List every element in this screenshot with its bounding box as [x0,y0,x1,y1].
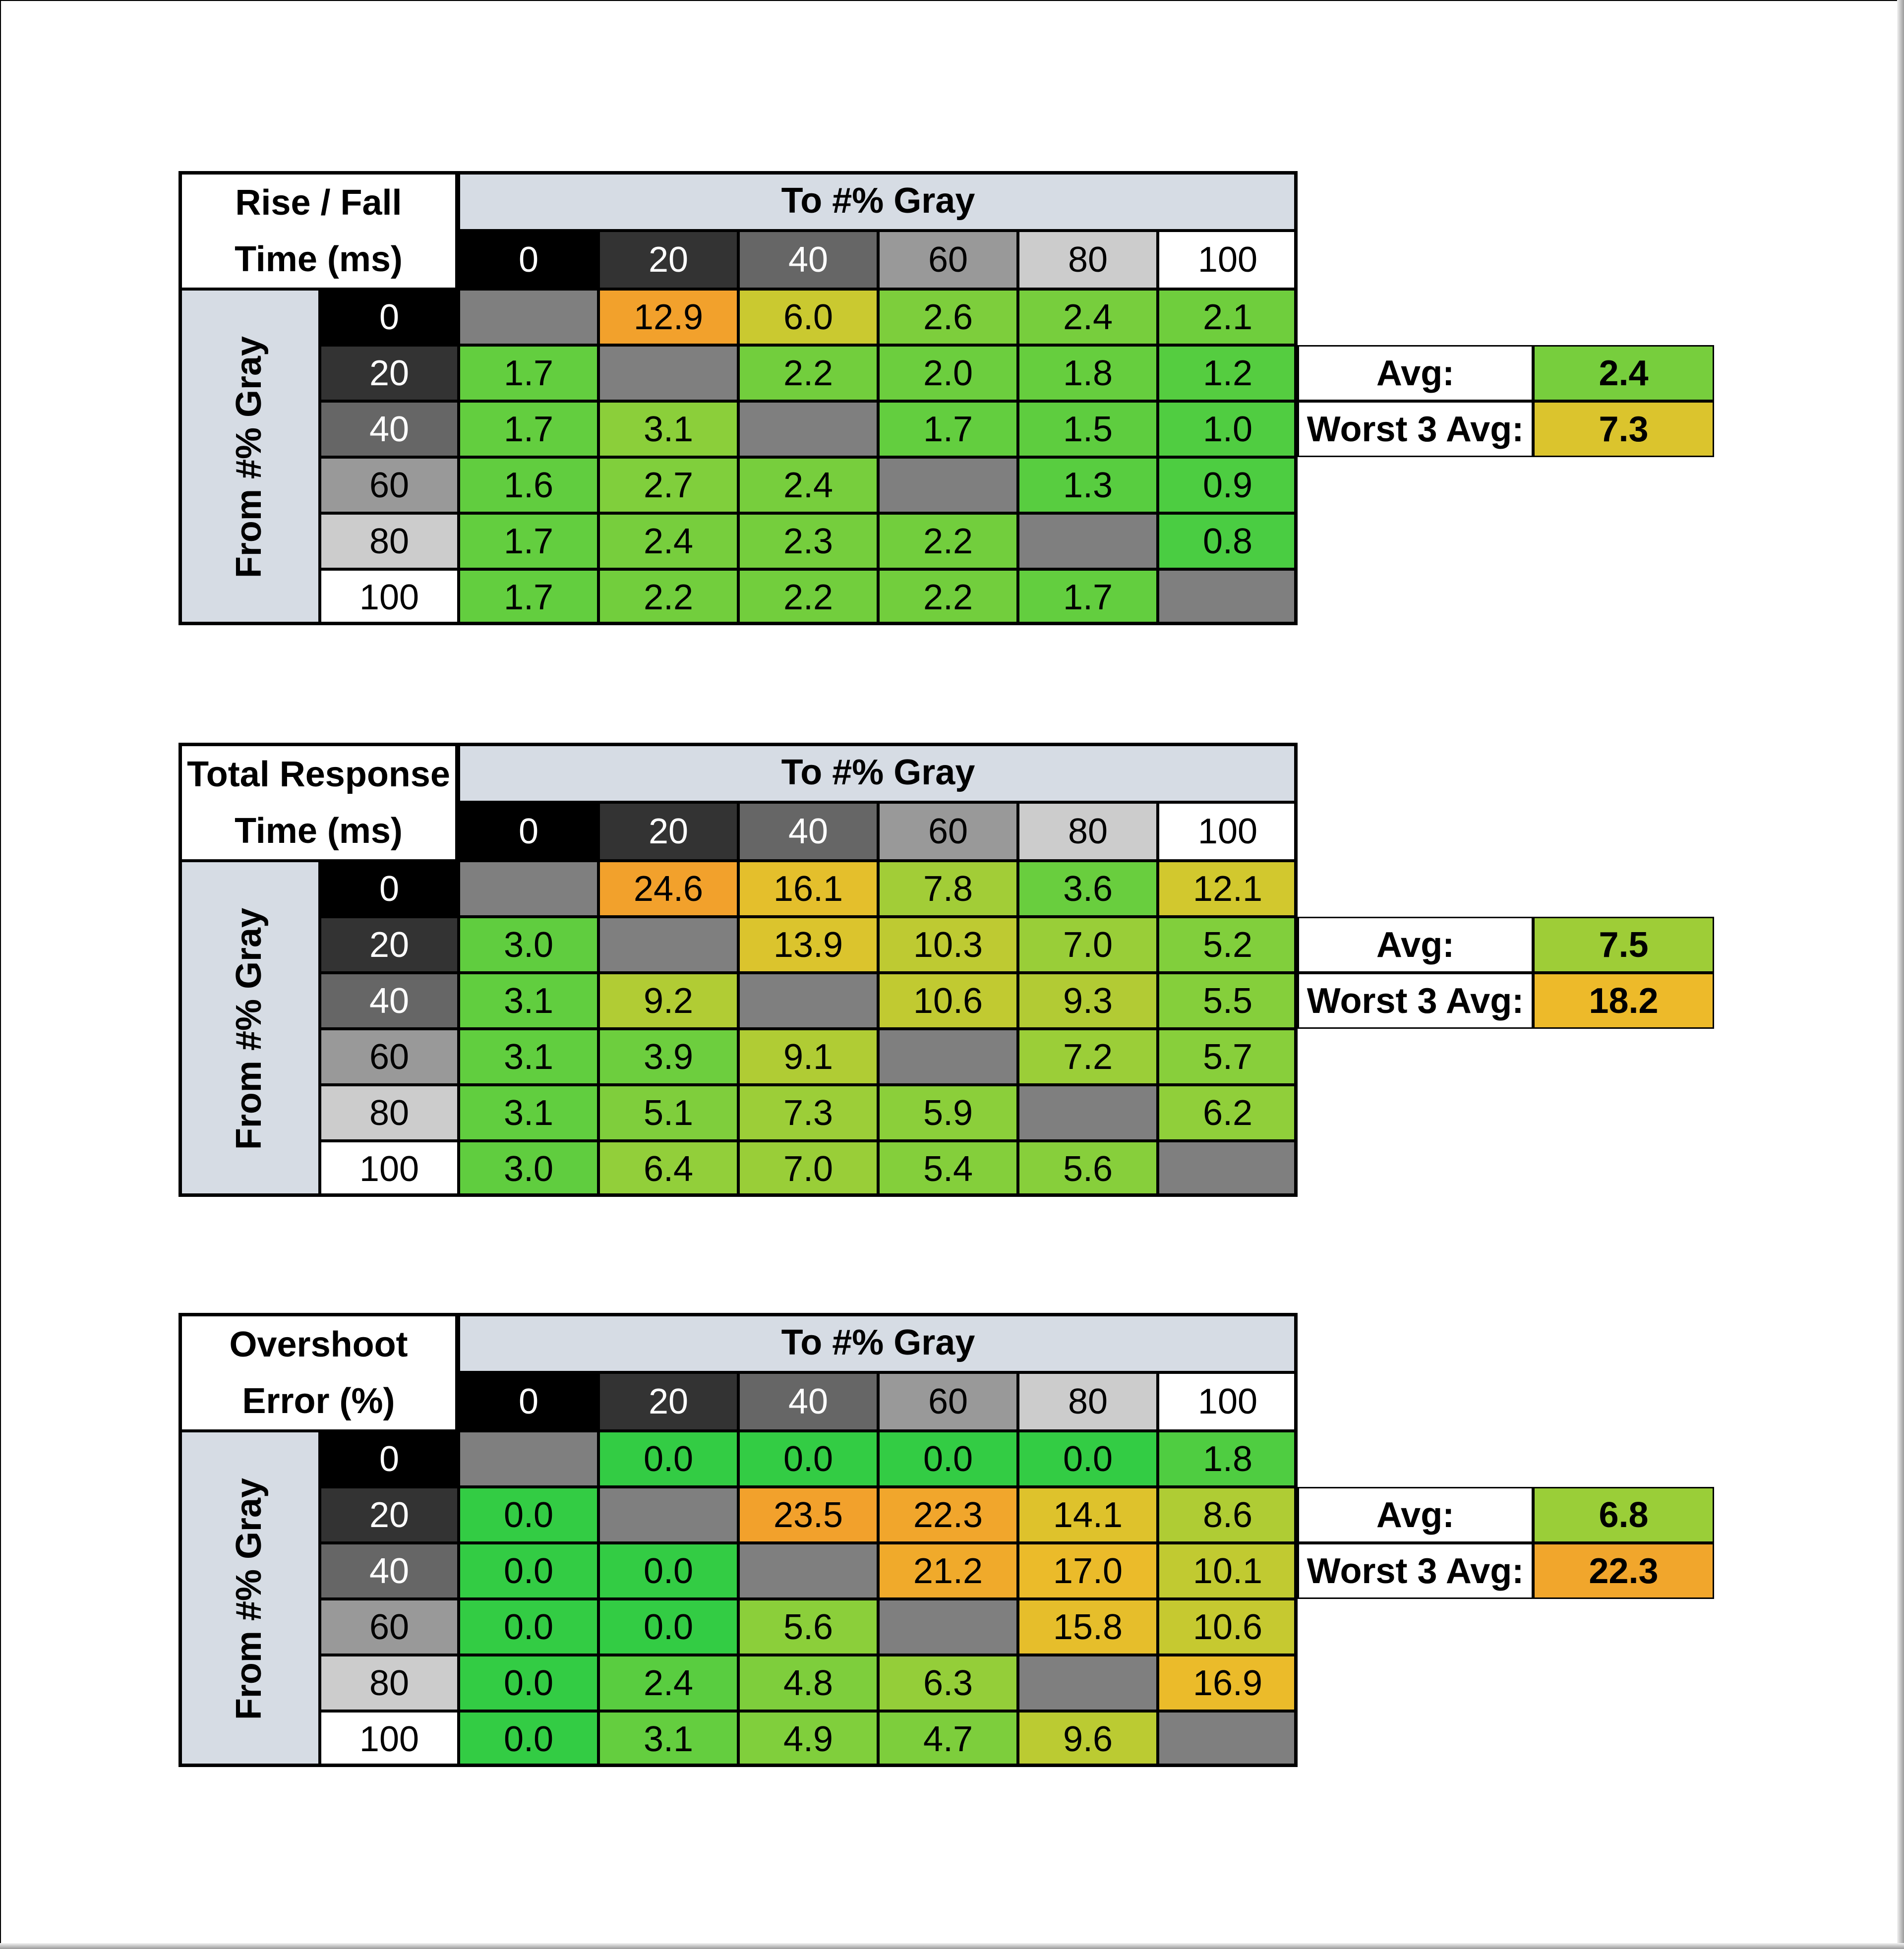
data-cell: 10.6 [878,973,1018,1029]
data-cell: 2.7 [598,457,738,513]
data-cell: 9.3 [1018,973,1158,1029]
data-cell: 12.9 [598,289,738,345]
data-cell: 5.1 [598,1085,738,1141]
data-cell [598,917,738,973]
data-cell: 3.1 [598,401,738,457]
avg-value: 2.4 [1533,345,1714,401]
data-cell: 5.7 [1158,1029,1298,1085]
table-title-line2: Time (ms) [235,239,403,279]
data-cell: 1.7 [459,401,598,457]
avg-value: 7.5 [1533,917,1714,973]
data-cell: 23.5 [738,1487,878,1543]
table-title-line2: Error (%) [242,1381,395,1421]
row-level-100: 100 [320,1711,459,1767]
data-cell: 5.2 [1158,917,1298,973]
data-cell: 3.6 [1018,861,1158,917]
data-cell [459,289,598,345]
col-level-80: 80 [1018,802,1158,861]
col-level-100: 100 [1158,1372,1298,1431]
data-cell: 24.6 [598,861,738,917]
data-cell: 3.0 [459,1141,598,1197]
data-cell: 2.0 [878,345,1018,401]
col-level-60: 60 [878,231,1018,289]
row-level-40: 40 [320,401,459,457]
data-cell: 7.8 [878,861,1018,917]
worst-3-avg-value: 18.2 [1533,973,1714,1029]
data-cell [878,1599,1018,1655]
avg-value: 6.8 [1533,1487,1714,1543]
row-level-20: 20 [320,345,459,401]
row-level-60: 60 [320,457,459,513]
data-cell [598,345,738,401]
data-cell: 2.2 [598,569,738,625]
data-cell: 10.6 [1158,1599,1298,1655]
data-cell: 6.0 [738,289,878,345]
data-cell: 2.4 [738,457,878,513]
worst-3-avg-label: Worst 3 Avg: [1298,1543,1533,1599]
data-cell [1158,1711,1298,1767]
avg-label: Avg: [1298,345,1533,401]
col-level-0: 0 [459,231,598,289]
row-level-20: 20 [320,917,459,973]
data-cell [738,1543,878,1599]
data-cell: 5.4 [878,1141,1018,1197]
col-level-40: 40 [738,1372,878,1431]
data-cell: 1.8 [1018,345,1158,401]
from-gray-label: From #% Gray [229,336,269,579]
data-cell: 3.1 [598,1711,738,1767]
col-level-60: 60 [878,1372,1018,1431]
data-cell [878,1029,1018,1085]
data-cell: 3.9 [598,1029,738,1085]
table-title-line2: Time (ms) [235,811,403,851]
data-cell: 0.0 [459,1711,598,1767]
data-cell [738,401,878,457]
col-level-40: 40 [738,802,878,861]
row-level-40: 40 [320,1543,459,1599]
col-level-60: 60 [878,802,1018,861]
data-cell: 2.2 [738,569,878,625]
table-title [178,743,459,861]
data-cell: 21.2 [878,1543,1018,1599]
data-cell: 9.6 [1018,1711,1158,1767]
data-cell: 3.1 [459,1029,598,1085]
col-level-80: 80 [1018,231,1158,289]
data-cell: 1.8 [1158,1431,1298,1487]
data-cell: 3.0 [459,917,598,973]
data-cell [1018,1655,1158,1711]
data-cell [459,1431,598,1487]
data-cell: 1.2 [1158,345,1298,401]
data-cell [1018,1085,1158,1141]
data-cell: 0.0 [459,1487,598,1543]
table-title [178,171,459,289]
row-level-100: 100 [320,569,459,625]
table-title-line1: Total Response [187,755,450,794]
data-cell: 7.2 [1018,1029,1158,1085]
data-cell: 5.9 [878,1085,1018,1141]
from-gray-label: From #% Gray [229,907,269,1150]
data-cell [598,1487,738,1543]
data-cell: 2.4 [1018,289,1158,345]
row-level-60: 60 [320,1599,459,1655]
data-cell: 3.1 [459,1085,598,1141]
from-gray-header [178,1431,320,1767]
data-cell: 22.3 [878,1487,1018,1543]
data-cell: 8.6 [1158,1487,1298,1543]
data-cell: 4.8 [738,1655,878,1711]
data-cell: 1.6 [459,457,598,513]
data-cell: 10.3 [878,917,1018,973]
data-cell: 2.6 [878,289,1018,345]
col-level-20: 20 [598,1372,738,1431]
data-cell [1158,569,1298,625]
row-level-40: 40 [320,973,459,1029]
data-cell: 2.4 [598,513,738,569]
data-cell [459,861,598,917]
table-title-line1: Rise / Fall [235,183,402,223]
data-cell: 1.7 [878,401,1018,457]
data-cell: 1.7 [459,569,598,625]
col-level-20: 20 [598,231,738,289]
avg-label: Avg: [1298,917,1533,973]
worst-3-avg-label: Worst 3 Avg: [1298,401,1533,457]
worst-3-avg-value: 22.3 [1533,1543,1714,1599]
data-cell: 10.1 [1158,1543,1298,1599]
data-cell: 16.1 [738,861,878,917]
table-title [178,1313,459,1431]
data-cell: 17.0 [1018,1543,1158,1599]
from-gray-label: From #% Gray [229,1477,269,1720]
data-cell: 4.9 [738,1711,878,1767]
data-cell [1158,1141,1298,1197]
col-level-20: 20 [598,802,738,861]
data-cell: 0.0 [598,1543,738,1599]
data-cell: 13.9 [738,917,878,973]
col-level-100: 100 [1158,802,1298,861]
data-cell: 9.1 [738,1029,878,1085]
from-gray-header [178,289,320,625]
data-cell: 14.1 [1018,1487,1158,1543]
row-level-100: 100 [320,1141,459,1197]
data-cell: 4.7 [878,1711,1018,1767]
from-gray-header [178,861,320,1197]
row-level-0: 0 [320,1431,459,1487]
row-level-80: 80 [320,1085,459,1141]
data-cell: 0.9 [1158,457,1298,513]
data-cell: 0.8 [1158,513,1298,569]
data-cell: 0.0 [459,1599,598,1655]
data-cell [1018,513,1158,569]
data-cell: 3.1 [459,973,598,1029]
data-cell: 2.2 [738,345,878,401]
data-cell: 2.3 [738,513,878,569]
data-cell: 0.0 [598,1599,738,1655]
data-cell: 5.6 [738,1599,878,1655]
data-cell: 0.0 [1018,1431,1158,1487]
data-cell: 2.2 [878,513,1018,569]
data-cell: 0.0 [459,1655,598,1711]
data-cell: 5.5 [1158,973,1298,1029]
data-cell: 0.0 [738,1431,878,1487]
data-cell: 2.2 [878,569,1018,625]
data-cell: 7.3 [738,1085,878,1141]
data-cell: 6.4 [598,1141,738,1197]
data-cell: 9.2 [598,973,738,1029]
to-gray-header: To #% Gray [459,743,1298,802]
data-cell: 7.0 [738,1141,878,1197]
data-cell [878,457,1018,513]
data-cell: 1.7 [459,513,598,569]
to-gray-header: To #% Gray [459,171,1298,231]
data-cell: 6.3 [878,1655,1018,1711]
data-cell: 0.0 [878,1431,1018,1487]
page-edge-shadow-bottom [0,1943,1904,1949]
col-level-80: 80 [1018,1372,1158,1431]
row-level-0: 0 [320,861,459,917]
data-cell: 1.5 [1018,401,1158,457]
row-level-60: 60 [320,1029,459,1085]
data-cell: 1.7 [459,345,598,401]
data-cell: 16.9 [1158,1655,1298,1711]
data-cell: 2.1 [1158,289,1298,345]
data-cell: 6.2 [1158,1085,1298,1141]
col-level-0: 0 [459,802,598,861]
page-edge-shadow [1897,0,1904,1949]
col-level-100: 100 [1158,231,1298,289]
worst-3-avg-value: 7.3 [1533,401,1714,457]
to-gray-header: To #% Gray [459,1313,1298,1372]
data-cell: 0.0 [459,1543,598,1599]
data-cell: 1.7 [1018,569,1158,625]
col-level-0: 0 [459,1372,598,1431]
col-level-40: 40 [738,231,878,289]
data-cell: 2.4 [598,1655,738,1711]
table-title-line1: Overshoot [229,1325,408,1364]
data-cell: 12.1 [1158,861,1298,917]
data-cell: 15.8 [1018,1599,1158,1655]
data-cell: 0.0 [598,1431,738,1487]
row-level-0: 0 [320,289,459,345]
data-cell: 7.0 [1018,917,1158,973]
row-level-20: 20 [320,1487,459,1543]
data-cell [738,973,878,1029]
avg-label: Avg: [1298,1487,1533,1543]
worst-3-avg-label: Worst 3 Avg: [1298,973,1533,1029]
data-cell: 1.3 [1018,457,1158,513]
data-cell: 1.0 [1158,401,1298,457]
row-level-80: 80 [320,1655,459,1711]
row-level-80: 80 [320,513,459,569]
data-cell: 5.6 [1018,1141,1158,1197]
